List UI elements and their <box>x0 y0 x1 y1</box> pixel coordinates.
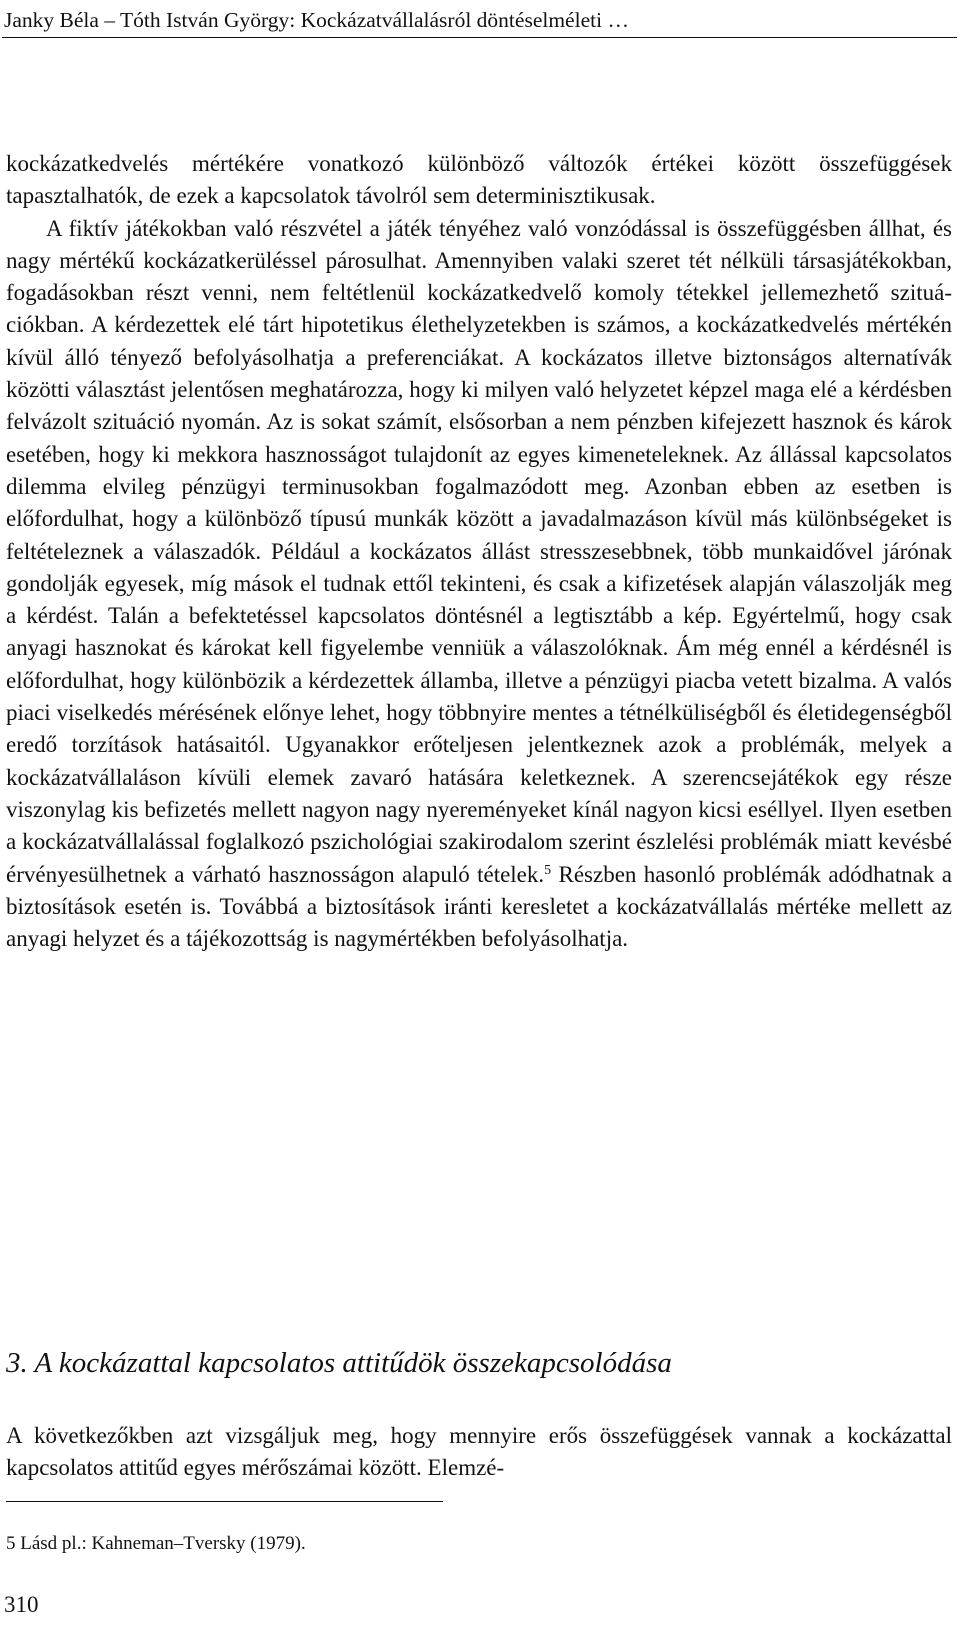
footnote: 5 Lásd pl.: Kahneman–Tversky (1979). <box>6 1533 306 1554</box>
section-heading: 3. A kockázattal kapcsolatos attitűdök összekapcsolódása <box>6 1347 672 1379</box>
main-text <box>6 148 952 955</box>
footnote-reference[interactable]: 5 <box>544 862 552 878</box>
paragraph-fictive-games <box>6 213 952 956</box>
header-divider <box>2 37 957 38</box>
footnote-divider <box>6 1501 443 1502</box>
section-paragraph: A következőkben azt vizsgáljuk meg, hogy mennyire erős összefüggések vannak a kockázattal kapcsolatos attitűd egyes mérőszámai között. Elemzé- <box>6 1423 952 1481</box>
paragraph-text-continued: Részben hasonló problémák adódhatnak a biztosítások esetén is. Továbbá a biztosítások iránti keresletet a kockázatvállalás mértéke mellett az anyagi helyzet és a tájékozottság is nagymértékben befolyásolhatja. <box>6 861 953 952</box>
paragraph-text: A fiktív játékokban való részvétel a játék tényéhez való vonzódással is összefüggésben állhat, és nagy mértékű kockázatkerüléssel párosulhat. Amennyiben valaki szeret tét nélküli társasjátékokban, fogadásokban részt venni, nem feltétlenül kockázatkedvelő komoly tétekkel jellemezhető szituációkban. A kérdezettek elé tárt hipotetikus élethelyzetekben is számos, a kockázatkedvelés mértékén kívül álló tényező befolyásolhatja a preferenciákat. A kockázatos illetve biztonságos alternatívák közötti választást jelentősen meghatározza, hogy ki milyen való helyzetet képzel maga elé a kérdésben felvázolt szituáció nyomán. Az is sokat számít, elsősorban a nem pénzben kifejezett hasznok és károk esetében, hogy ki mekkora hasznosságot tulajdonít az egyes kimeneteleknek. Az állással kapcsolatos dilemma elvileg pénzügyi terminusokban fogalmazódott meg. Azonban ebben az esetben is előfordulhat, hogy a különböző típusú munkák között a javadalmazáson kívül más különbségeket is feltételeznek a válaszadók. Például a kockázatos állást stresszesebbnek, több munkaidővel járónak gondolják egyesek, míg mások el tudnak ettől tekinteni, és csak a kifizetések alapján válaszolják meg a kérdést. Talán a befektetéssel kapcsolatos döntésnél a legtisztább a kép. Egyértelmű, hogy csak anyagi hasznokat és károkat kell figyelembe venniük a válaszolóknak. Ám még ennél a kérdésnél is előfordulhat, hogy különbözik a kérdezettek államba, illetve a pénzügyi piacba vetett bizalma. A valós piaci viselkedés mérésének előnye lehet, hogy többnyire mentes a tétnélküliségből és életidegenségből eredő torzítások hatásaitól. Ugyanakkor erőteljesen jelentkeznek azok a problémák, melyek a kockázatvállaláson kívüli elemek zavaró hatására keletkeznek. A szerencsejátékok egy része viszonylag kis befizetés mellett nagyon nagy nyereményeket kínál nagyon kicsi eséllyel. Ilyen esetben a kockázatvállalással foglalkozó pszichológiai szakirodalom szerint észlelési problémák miatt kevésbé érvényesülhetnek a várható hasznosságon alapuló tételek. <box>6 215 952 887</box>
section-text <box>6 1420 952 1485</box>
paragraph-continuation: kockázatkedvelés mértékére vonatkozó különböző változók értékei között összefüggések tapasztalhatók, de ezek a kapcsolatok távolról sem determinisztikusak. <box>6 151 952 209</box>
page-number: 310 <box>4 1592 39 1617</box>
running-header: Janky Béla – Tóth István György: Kockázatvállalásról döntéselméleti … <box>4 8 629 32</box>
